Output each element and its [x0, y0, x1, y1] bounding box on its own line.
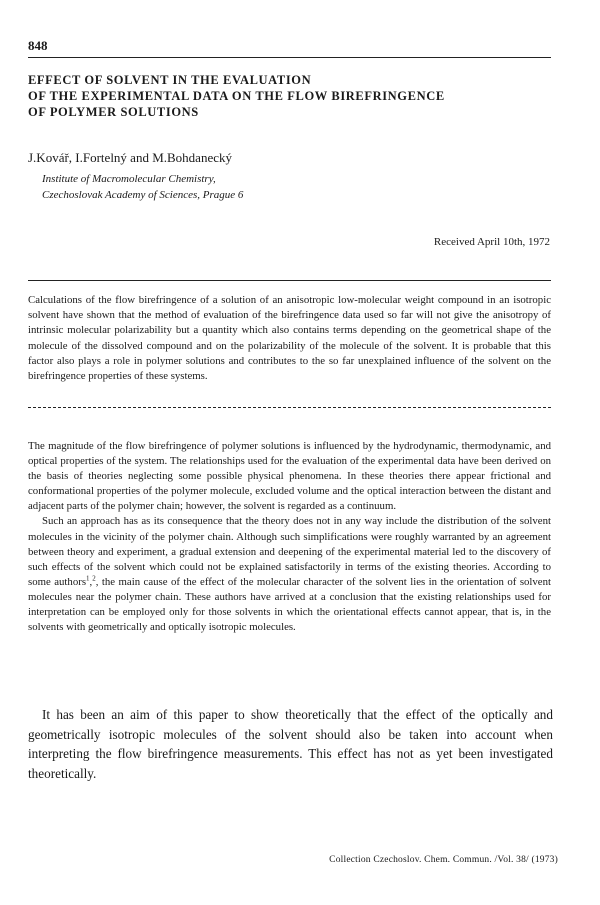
received-date: Received April 10th, 1972: [433, 236, 550, 248]
title-line-2: OF THE EXPERIMENTAL DATA ON THE FLOW BIREFRINGENCE: [28, 89, 445, 103]
affiliation-line-2: Czechoslovak Academy of Sciences, Prague 6: [42, 189, 244, 201]
reference-2: 2: [92, 574, 96, 583]
paragraph-2-text-b: , the main cause of the effect of the molecular character of the solvent lies in the orientation of solvent molecules near the polymer chain. These authors have arrived at a conclusion that the existing relationships used for interpretation can be employed only for those solvents in which the orientational effects cannot appear, that is, in the solvents with geometrically and optically isotropic molecules.: [28, 575, 552, 634]
article-title: [28, 72, 558, 120]
abstract-bottom-rule: [28, 407, 551, 408]
paragraph-3: It has been an aim of this paper to show theoretically that the effect of the optically and geometrically isotropic molecules of the solvent should also be taken into account when interpreting the flow birefringence measurements. This effect has not as yet been investigated theoretically.: [28, 707, 553, 781]
affiliation-line-1: Institute of Macromolecular Chemistry,: [42, 173, 216, 185]
page-number: 848: [28, 38, 48, 53]
journal-footer: Collection Czechoslov. Chem. Commun. /Vol. 38/ (1973): [329, 855, 558, 865]
abstract-top-rule: [28, 280, 551, 281]
abstract: Calculations of the flow birefringence of a solution of an anisotropic low-molecular weight compound in an isotropic solvent have shown that the method of evaluation of the birefringence data used so far will not give the anisotropy of intrinsic molecular polarizability but a quantity which also contains terms depending on the geometrical shape of the molecule of the dissolved compound and on the polarizability of the molecule of the solvent. It is probable that this factor also plays a role in polymer solutions and contributes to the so far unexplained influence of the solvent on the birefringence properties of these systems.: [28, 294, 551, 383]
title-line-1: EFFECT OF SOLVENT IN THE EVALUATION: [28, 73, 312, 87]
title-line-3: OF POLYMER SOLUTIONS: [28, 105, 199, 119]
body-text: [28, 439, 551, 635]
header-rule: [28, 57, 551, 58]
affiliation: [42, 171, 243, 203]
reference-1: 1: [86, 574, 90, 583]
authors: J.Kovář, I.Fortelný and M.Bohdanecký: [28, 150, 232, 165]
paragraph-1: The magnitude of the flow birefringence of polymer solutions is influenced by the hydrodynamic, thermodynamic, and optical properties of the system. The relationships used for the evaluation of the experimental data have been derived on the basis of theories neglecting some possible physical phenomena. In these theories there appear frictional and conformational properties of the polymer molecule, excluded volume and the optical interaction between the distant and adjacent parts of the polymer chain; however, the solvent is regarded as a continuum.: [28, 440, 551, 513]
paragraph-2-text-a: Such an approach has as its consequence that the theory does not in any way include the distribution of the solvent molecules in the vicinity of the polymer chain. Although such simplifications were roughly warranted by an agreement between theory and experiment, a gradual extension and deepening of the experimental material led to the discovery of such effects of the solvent which could not be explained satisfactorily in terms of the existing theories. According to some authors: [28, 515, 551, 588]
paragraph-2: Such an approach has as its consequence that the theory does not in any way include the distribution of the solvent molecules in the vicinity of the polymer chain. Although such simplifications were roughly warranted by an agreement between theory and experiment, a gradual extension and deepening of the experimental material led to the discovery of such effects of the solvent which could not be explained satisfactorily in terms of the existing theories. According to some authors$^1$,$^2$, the main cause of the effect of the molecular character of the solvent lies in the orientation of solvent molecules near the polymer chain. These authors have arrived at a conclusion that the existing relationships used for interpretation can be employed only for those solvents in which the orientational effects cannot appear, that is, in the solvents with geometrically and optically isotropic molecules.: [28, 515, 552, 634]
